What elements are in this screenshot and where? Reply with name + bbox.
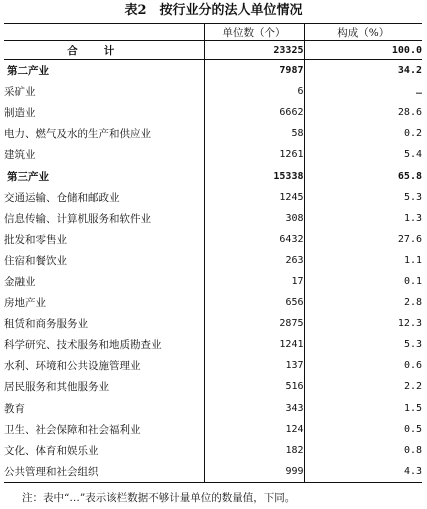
industry-name: 制造业 [4, 107, 36, 120]
table-title: 表2 按行业分的法人单位情况 [124, 3, 303, 18]
unit-count: 6432 [204, 229, 304, 250]
industry-name: 科学研究、技术服务和地质勘查业 [4, 339, 162, 352]
unit-count: 7987 [204, 60, 304, 82]
table-row [4, 81, 422, 102]
table-row [4, 144, 422, 165]
data-table [4, 23, 422, 483]
unit-count: 137 [204, 355, 304, 376]
total-label: 合计 [4, 41, 204, 60]
header-name [4, 24, 204, 41]
share-percent: 0.5 [304, 419, 422, 440]
share-percent: 1.1 [304, 250, 422, 271]
industry-name: 房地产业 [4, 297, 46, 310]
share-percent: 0.2 [304, 123, 422, 144]
share-percent: 5.3 [304, 187, 422, 208]
header-share: 构成（%） [304, 24, 422, 41]
industry-name: 建筑业 [4, 149, 36, 162]
table-row [4, 271, 422, 292]
share-percent: 27.6 [304, 229, 422, 250]
industry-name: 第三产业 [7, 170, 49, 183]
table-row [4, 355, 422, 376]
section-row [4, 165, 422, 186]
table-row [4, 376, 422, 397]
industry-name: 批发和零售业 [4, 233, 67, 246]
table-row [4, 187, 422, 208]
industry-name: 租赁和商务服务业 [4, 318, 88, 331]
industry-name: 金融业 [4, 275, 36, 288]
unit-count: 1245 [204, 187, 304, 208]
share-percent: 4.3 [304, 461, 422, 483]
table-row [4, 102, 422, 123]
unit-count: 516 [204, 376, 304, 397]
share-percent: 5.4 [304, 144, 422, 165]
share-percent: 1.5 [304, 398, 422, 419]
unit-count: 17 [204, 271, 304, 292]
share-percent: 5.3 [304, 334, 422, 355]
unit-count: 1241 [204, 334, 304, 355]
header-count: 单位数（个） [204, 24, 304, 41]
table-row [4, 208, 422, 229]
industry-name: 电力、燃气及水的生产和供应业 [4, 128, 151, 141]
industry-name: 文化、体育和娱乐业 [4, 444, 99, 457]
footnote: 注：表中“…”表示该栏数据不够计量单位的数量值，下同。 [22, 492, 296, 504]
industry-name: 卫生、社会保障和社会福利业 [4, 423, 141, 436]
total-share: 100.0 [304, 41, 422, 60]
industry-name: 交通运输、仓储和邮政业 [4, 191, 120, 204]
unit-count: 308 [204, 208, 304, 229]
unit-count: 6 [204, 81, 304, 102]
unit-count: 2875 [204, 313, 304, 334]
unit-count: 58 [204, 123, 304, 144]
share-percent: 34.2 [304, 60, 422, 82]
share-percent: 1.3 [304, 208, 422, 229]
industry-name: 公共管理和社会组织 [4, 461, 204, 483]
industry-name: 第二产业 [7, 65, 49, 78]
share-percent: 0.1 [304, 271, 422, 292]
table-row [4, 313, 422, 334]
unit-count: 999 [204, 461, 304, 483]
share-percent: 0.6 [304, 355, 422, 376]
industry-name: 居民服务和其他服务业 [4, 381, 109, 394]
share-percent: 28.6 [304, 102, 422, 123]
table-row [4, 250, 422, 271]
table-row [4, 334, 422, 355]
share-percent: 2.8 [304, 292, 422, 313]
total-count: 23325 [204, 41, 304, 60]
table-row [4, 398, 422, 419]
unit-count: 263 [204, 250, 304, 271]
industry-name: 采矿业 [4, 86, 36, 99]
table-row [4, 419, 422, 440]
industry-name: 水利、环境和公共设施管理业 [4, 360, 141, 373]
industry-name: 住宿和餐饮业 [4, 254, 67, 267]
unit-count: 15338 [204, 165, 304, 186]
table-row [4, 229, 422, 250]
table-row [4, 123, 422, 144]
table-header-row [4, 24, 422, 41]
table-row [4, 292, 422, 313]
share-percent: 65.8 [304, 165, 422, 186]
total-row [4, 41, 422, 60]
share-percent: 12.3 [304, 313, 422, 334]
unit-count: 182 [204, 440, 304, 461]
industry-name: 信息传输、计算机服务和软件业 [4, 212, 151, 225]
unit-count: 343 [204, 398, 304, 419]
share-percent: 2.2 [304, 376, 422, 397]
unit-count: 1261 [204, 144, 304, 165]
industry-name: 教育 [4, 402, 25, 415]
share-percent: … [304, 81, 422, 102]
section-row [4, 60, 422, 82]
share-percent: 0.8 [304, 440, 422, 461]
table-row [4, 461, 422, 483]
table-row [4, 440, 422, 461]
unit-count: 124 [204, 419, 304, 440]
unit-count: 6662 [204, 102, 304, 123]
unit-count: 656 [204, 292, 304, 313]
